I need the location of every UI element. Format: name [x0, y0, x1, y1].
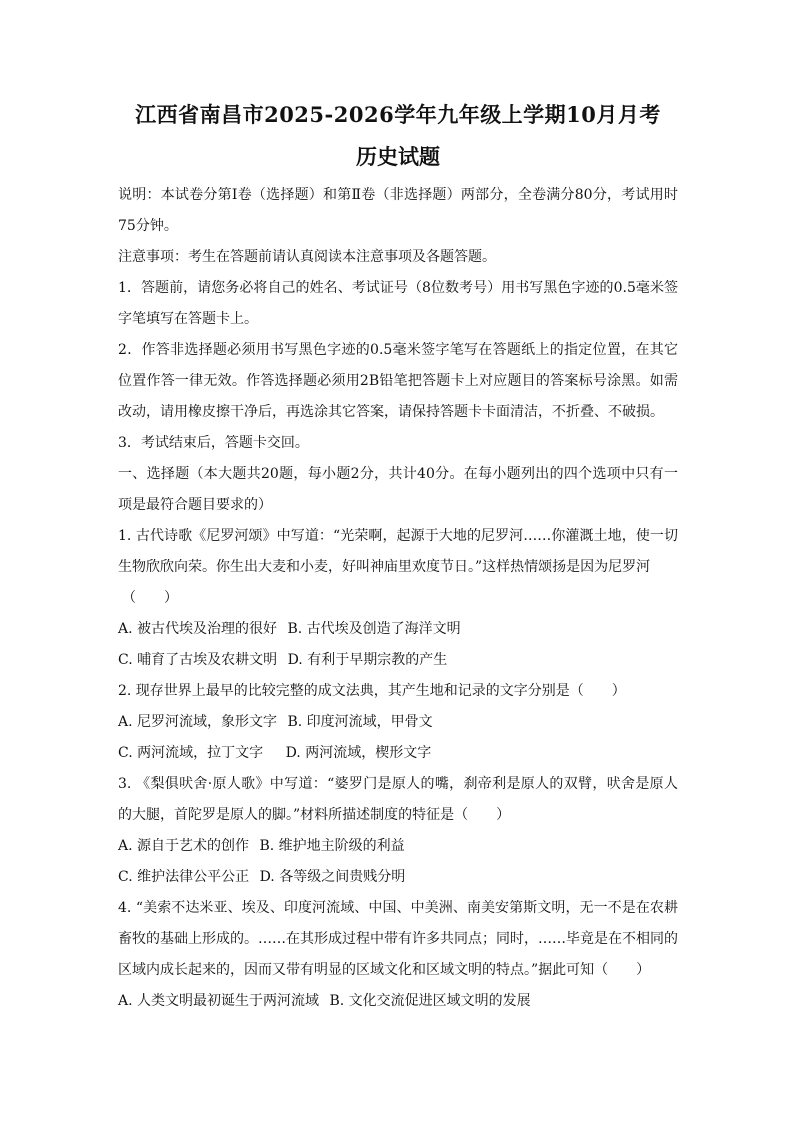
question-2-option-c: C. 两河流域，拉丁文字: [118, 745, 264, 761]
question-1-option-c: C. 哺育了古埃及农耕文明: [118, 652, 278, 668]
question-3-stem: 3. 《梨俱吠舍·原人歌》中写道：“婆罗门是原人的嘴，刹帝利是原人的双臂，吠舍是原人的大腿，首陀罗是原人的脚。”材料所描述制度的特征是（ ）: [118, 776, 678, 823]
question-1-option-d: D. 有利于早期宗教的产生: [287, 652, 448, 668]
exam-page: [118, 100, 678, 1017]
question-3-option-b: B. 维护地主阶级的利益: [259, 838, 405, 854]
question-4-options-row-1: [118, 986, 678, 1017]
notice-item-1: 1．答题前，请您务必将自己的姓名、考试证号（8位数考号）用书写黑色字迹的0.5毫米签字笔填写在答题卡上。: [118, 280, 678, 327]
exam-explanation: 说明：本试卷分第Ⅰ卷（选择题）和第Ⅱ卷（非选择题）两部分，全卷满分80分，考试用时75分钟。: [118, 187, 678, 234]
page-title: 江西省南昌市2025-2026学年九年级上学期10月月考: [135, 102, 661, 127]
question-2-option-a: A. 尼罗河流域，象形文字: [118, 714, 278, 730]
question-3-option-a: A. 源自于艺术的创作: [118, 838, 250, 854]
question-2-options-row-2: [118, 738, 678, 769]
question-3-options-row-1: [118, 831, 678, 862]
question-1-blank: [118, 583, 678, 614]
question-2-stem: 2. 现存世界上最早的比较完整的成文法典，其产生地和记录的文字分别是（ ）: [118, 683, 626, 699]
notice-title: 注意事项：考生在答题前请认真阅读本注意事项及各题答题。: [118, 249, 496, 265]
question-4-stem: 4. “美索不达米亚、埃及、印度河流域、中国、中美洲、南美安第斯文明，无一不是在农耕畜牧的基础上形成的。……在其形成过程中带有许多共同点；同时，……毕竟是在不相同的区域内成长起来的，因而又带有明显的区域文化和区域文明的特点。”据此可知（ ）: [118, 900, 678, 978]
question-1-option-a: A. 被古代埃及治理的很好: [118, 621, 278, 637]
question-2-options-row-1: [118, 707, 678, 738]
question-4-option-b: B. 文化交流促进区域文明的发展: [329, 993, 531, 1009]
page-subtitle: 历史试题: [356, 144, 440, 169]
question-2-option-b: B. 印度河流域，甲骨文: [287, 714, 433, 730]
answer-blank: （ ）: [122, 590, 178, 606]
question-3-option-c: C. 维护法律公平公正: [118, 869, 250, 885]
question-4-option-a: A. 人类文明最初诞生于两河流域: [118, 993, 320, 1009]
notice-item-2: 2．作答非选择题必须用书写黑色字迹的0.5毫米签字笔写在答题纸上的指定位置，在其它位置作答一律无效。作答选择题必须用2B铅笔把答题卡上对应题目的答案标号涂黑。如需改动，请用橡皮擦干净后，再选涂其它答案，请保持答题卡卡面清洁，不折叠、不破损。: [118, 342, 678, 420]
question-2-option-d: D. 两河流域，楔形文字: [285, 745, 432, 761]
notice-item-3: 3．考试结束后，答题卡交回。: [118, 435, 309, 451]
question-3-option-d: D. 各等级之间贵贱分明: [259, 869, 406, 885]
question-1-options-row-1: [118, 614, 678, 645]
question-3-options-row-2: [118, 862, 678, 893]
section-heading: 一、选择题（本大题共20题，每小题2分，共计40分。在每小题列出的四个选项中只有一项是最符合题目要求的）: [118, 466, 678, 513]
question-1-stem: 1. 古代诗歌《尼罗河颂》中写道：“光荣啊，起源于大地的尼罗河……你灌溉土地，使一切生物欣欣向荣。你生出大麦和小麦，好叫神庙里欢度节日。”这样热情颂扬是因为尼罗河: [118, 528, 678, 575]
question-1-options-row-2: [118, 645, 678, 676]
question-1-option-b: B. 古代埃及创造了海洋文明: [287, 621, 461, 637]
